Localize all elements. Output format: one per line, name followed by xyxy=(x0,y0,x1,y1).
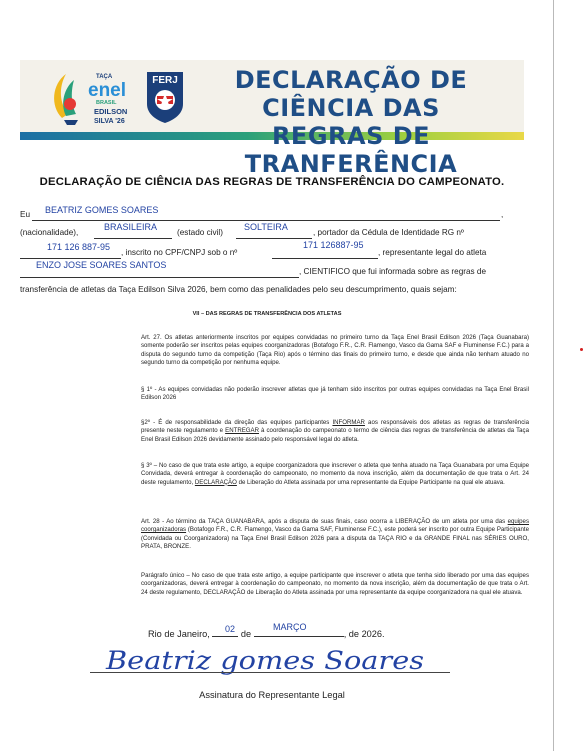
representative-label: , representante legal do atleta xyxy=(378,248,487,257)
day-value: 02 xyxy=(225,624,236,634)
city-label: Rio de Janeiro, xyxy=(148,629,213,639)
page-edge xyxy=(553,0,554,751)
taca-enel-logo xyxy=(48,68,152,126)
country-word: BRASIL xyxy=(96,100,117,106)
eu-label: Eu xyxy=(20,210,31,219)
banner-title-line-1: DECLARAÇÃO DE CIÊNCIA DAS xyxy=(234,66,468,122)
informar-emphasis: INFORMAR xyxy=(332,419,365,426)
edition-sub: SILVA '26 xyxy=(94,118,125,125)
year-label: , de 2026. xyxy=(343,629,385,639)
date-line: Rio de Janeiro, de , de 2026. xyxy=(148,629,385,639)
cientifico-label: , CIENTIFICO que fui informada sobre as regras de xyxy=(299,267,487,276)
athlete-value: ENZO JOSE SOARES SANTOS xyxy=(36,260,167,270)
entregar-emphasis: ENTREGAR xyxy=(225,427,259,435)
edition-name: EDILSON xyxy=(94,107,128,116)
rg-value: 171 126 887-95 xyxy=(47,242,111,252)
section-title: VII – DAS REGRAS DE TRANSFERÊNCIA DOS ATLETAS xyxy=(192,311,342,317)
name-value: BEATRIZ GOMES SOARES xyxy=(45,205,159,215)
signature-caption: Assinatura do Representante Legal xyxy=(199,690,345,700)
paragrafo-unico: Parágrafo único – No caso de que trata este artigo, a equipe participante que inscrever o atleta que tenha sido liberado por uma das equipes coorganizadoras, deverá entregar à coordenação do campeonato, no momento da nova inscrição, além da documentação de que trata o Art. 24 deste regulamento, DECLARAÇÃO de Liberação do Atleta assinada por uma representante da equipe coorganizadora na qual ele atuava. xyxy=(141,572,529,596)
rg-label: , portador da Cédula de Identidade RG nº xyxy=(313,228,464,237)
nationality-label: (nacionalidade), xyxy=(20,228,79,237)
month-value: MARÇO xyxy=(273,622,307,632)
day-field[interactable] xyxy=(212,636,238,637)
cup-word: TAÇA xyxy=(96,74,113,80)
declaracao-emphasis: DECLARAÇÃO xyxy=(194,478,237,486)
article-28: Art. 28 - Ao término da TAÇA GUANABARA, após a disputa de suas finais, caso ocorra a LIBERAÇÃO de um atleta por uma das equipes coorganizadoras (Botafogo F.R., C.R. Flamengo, Vasco da Gama SAF, Fluminense F.C.), este poderá ser inscrito por outra Equipe Participante (Convidada ou Coorganizadora) na Taça Enel Brasil Edilson 2026 para a disputa da TAÇA RIO e da GRANDE FINAL nas SÉRIES OURO, PRATA, BRONZE. xyxy=(141,518,529,550)
nationality-value: BRASILEIRA xyxy=(104,222,158,232)
civil-value: SOLTEIRA xyxy=(244,222,288,232)
handwritten-signature xyxy=(100,641,430,681)
civil-label: (estado civil) xyxy=(177,228,223,237)
month-field[interactable] xyxy=(254,636,344,637)
form-line-name: Eu , xyxy=(20,210,504,219)
signature-line[interactable] xyxy=(90,672,450,673)
banner-title-line-2: REGRAS DE TRANFERÊNCIA xyxy=(244,122,458,178)
sponsor-word: enel xyxy=(88,80,127,101)
paragraph-3: § 3º – No caso de que trata este artigo, a equipe coorganizadora que inscrever o atleta que tenha atuado na Taça Guanabara por uma Equipe Convidada, deverá entregar à coordenação do campeonato, no momento da nova inscrição, além da documentação de que trata o Art. 24 deste regulamento, DECLARAÇÃO de Liberação do Atleta assinada por uma representante da Equipe Participante na qual ele atuava. xyxy=(141,462,529,486)
ferj-abbr: FERJ xyxy=(152,75,178,86)
ferj-crest-logo xyxy=(144,70,186,124)
document-heading: DECLARAÇÃO DE CIÊNCIA DAS REGRAS DE TRANSFERÊNCIA DO CAMPEONATO. xyxy=(39,176,505,188)
header-banner xyxy=(20,60,524,178)
red-marker xyxy=(580,348,583,351)
paragraph-1: § 1º - As equipes convidadas não poderão inscrever atletas que já tenham sido inscritos por outras equipes convidadas na Taça Enel Brasil Edilson 2026 xyxy=(141,386,529,402)
cpf-label: , inscrito no CPF/CNPJ sob o nº xyxy=(121,248,238,257)
paragraph-2: §2º - É de responsabilidade da direção das equipes participantes INFORMAR aos responsáveis dos atletas as regras de transferência presente neste regulamento e ENTREGAR à coordenação do campeonato o termo de ciência das regras de transferência de atletas da Taça Enel Brasil Edilson 2026 devidamente assinado pelo responsável legal do atleta. xyxy=(141,419,529,443)
cpf-value: 171 126887-95 xyxy=(303,240,364,250)
declaration-text: transferência de atletas da Taça Edilson Silva 2026, bem como das penalidades pelo seu descumprimento, quais sejam: xyxy=(20,285,457,294)
article-27: Art. 27. Os atletas anteriormente inscritos por equipes convidadas no primeiro turno da Taça Enel Brasil Edilson 2026 (Taça Guanabara) somente poderão ser inscritos pelas equipes coorganizadoras (Botafogo F.R., C.R. Flamengo, Vasco da Gama SAF e Fluminense F.C.) para a disputa do segundo turno da competição (Taça Rio) após o término das finais do primeiro turno, e desde que ainda não tenham atuado no segundo turno da competição por nenhuma equipe. xyxy=(141,334,529,366)
signature-text: Beatriz gomes Soares xyxy=(104,646,424,675)
banner-title xyxy=(186,66,516,178)
coorganizadoras-emphasis: equipes coorganizadoras xyxy=(141,518,529,534)
form-line-declaration xyxy=(20,282,534,298)
